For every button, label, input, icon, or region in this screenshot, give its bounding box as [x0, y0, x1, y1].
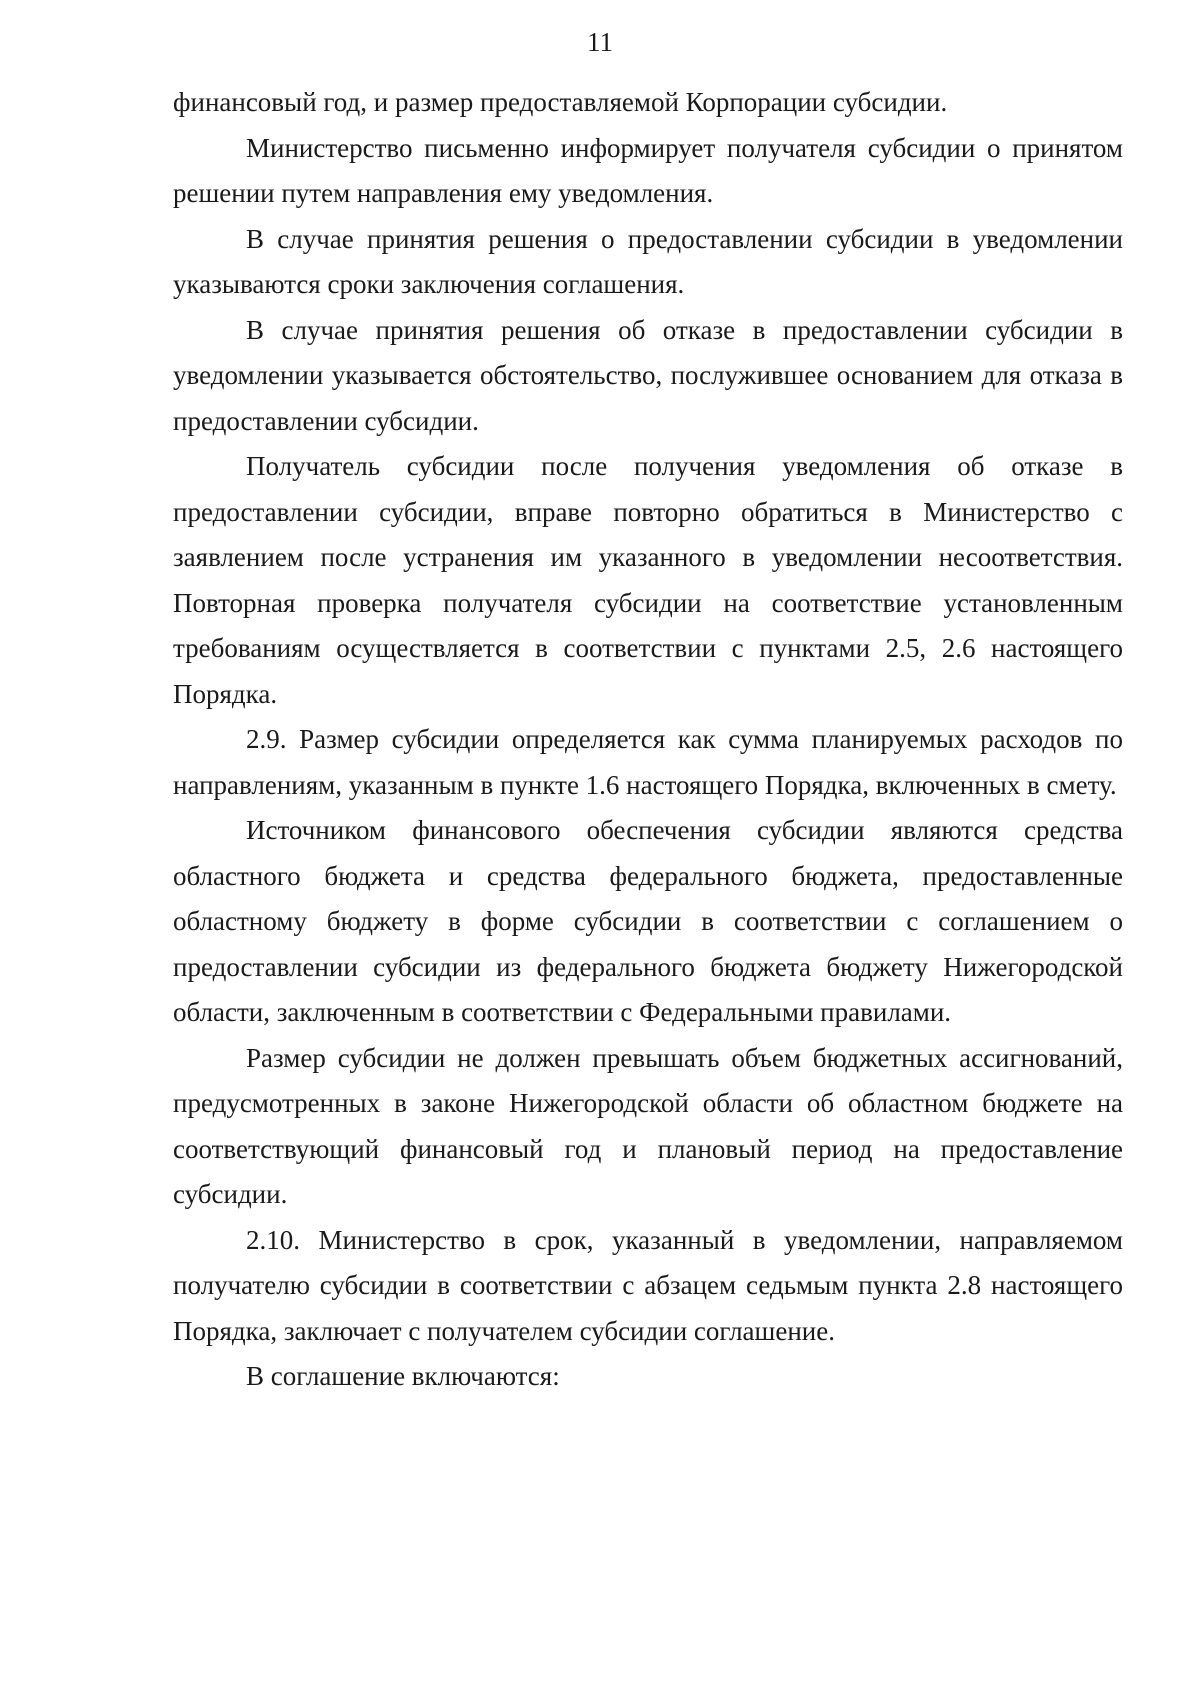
paragraph: финансовый год, и размер предоставляемой Корпорации субсидии. [173, 87, 948, 117]
page-number: 11 [587, 27, 613, 57]
paragraph: 2.10. Министерство в срок, указанный в уведомлении, направляемом получателю субсидии в соответствии с абзацем седьмым пункта 2.8 настоящего Порядка, заключает с получателем субсидии соглашение. [173, 1224, 1123, 1346]
paragraph: В случае принятия решения о предоставлении субсидии в уведомлении указываются сроки заключения соглашения. [173, 223, 1123, 299]
paragraph: В случае принятия решения об отказе в предоставлении субсидии в уведомлении указывается обстоятельство, послужившее основанием для отказа в предоставлении субсидии. [173, 314, 1123, 436]
paragraph: Источником финансового обеспечения субсидии являются средства областного бюджета и средства федерального бюджета, предоставленные областному бюджету в форме субсидии в соответствии с соглашением о предоставлении субсидии из федерального бюджета бюджету Нижегородской области, заключенным в соответствии с Федеральными правилами. [173, 815, 1123, 1027]
paragraph: Министерство письменно информирует получателя субсидии о принятом решении путем направления ему уведомления. [173, 132, 1123, 208]
paragraph: Размер субсидии не должен превышать объем бюджетных ассигнований, предусмотренных в законе Нижегородской области об областном бюджете на соответствующий финансовый год и плановый период на предоставление субсидии. [173, 1042, 1123, 1209]
paragraph: В соглашение включаются: [246, 1361, 560, 1391]
document-body [173, 80, 1123, 1400]
paragraph: 2.9. Размер субсидии определяется как сумма планируемых расходов по направлениям, указанным в пункте 1.6 настоящего Порядка, включенных в смету. [173, 724, 1123, 800]
paragraph: Получатель субсидии после получения уведомления об отказе в предоставлении субсидии, вправе повторно обратиться в Министерство с заявлением после устранения им указанного в уведомлении несоответствия. Повторная проверка получателя субсидии на соответствие установленным требованиям осуществляется в соответствии с пунктами 2.5, 2.6 настоящего Порядка. [173, 451, 1123, 709]
